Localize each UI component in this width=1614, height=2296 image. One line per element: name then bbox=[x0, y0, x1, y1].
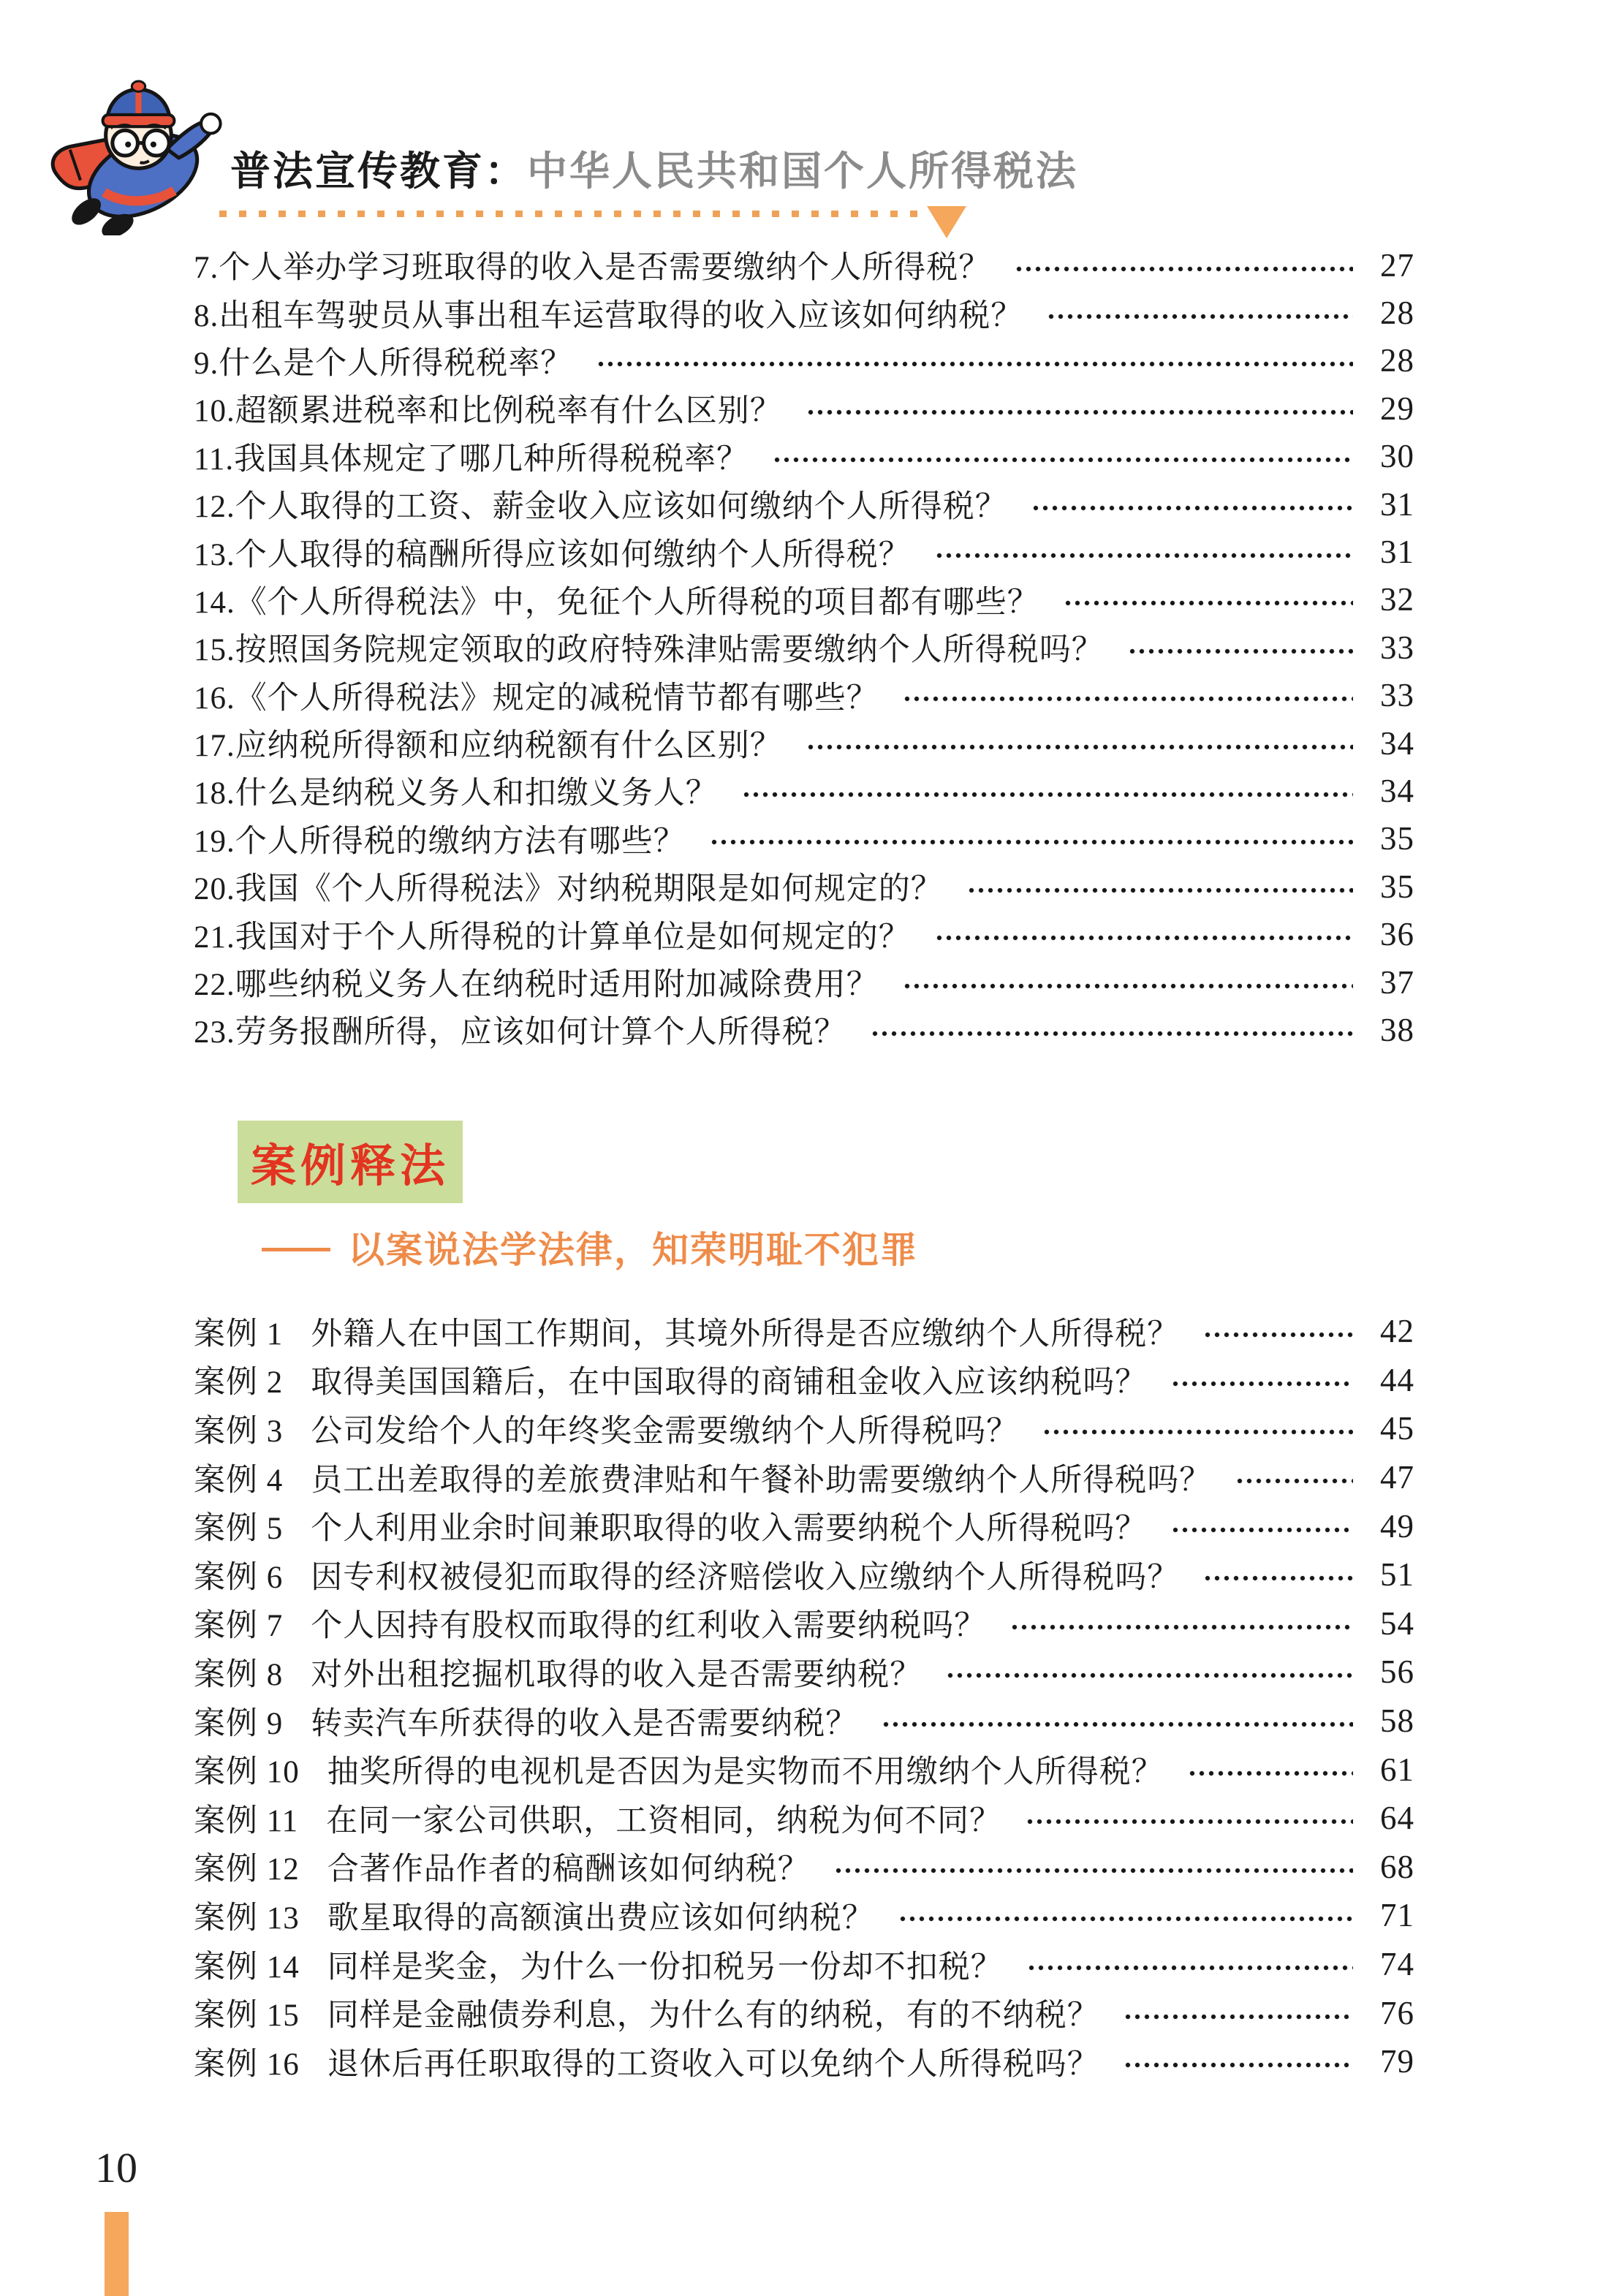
toc-entry-label: 12.个人取得的工资、薪金收入应该如何缴纳个人所得税？ bbox=[194, 490, 1007, 525]
dot-leader bbox=[1047, 313, 1353, 320]
flying-scholar-mascot-icon bbox=[47, 79, 231, 235]
case-entry-title: 员工出差取得的差旅费津贴和午餐补助需要缴纳个人所得税吗？ bbox=[311, 1463, 1212, 1498]
toc-entry-page: 37 bbox=[1380, 963, 1414, 1001]
toc-entry-label: 22.哪些纳税义务人在纳税时适用附加减除费用？ bbox=[194, 968, 879, 1003]
case-entry-title: 个人因持有股权而取得的红利收入需要纳税吗？ bbox=[311, 1609, 987, 1644]
page-header-title bbox=[230, 139, 1078, 197]
case-entry-title: 在同一家公司供职，工资相同，纳税为何不同？ bbox=[326, 1803, 1002, 1838]
toc-entry-page: 27 bbox=[1380, 246, 1414, 284]
dot-leader bbox=[947, 1672, 1353, 1679]
case-entry-number: 案例 1 bbox=[194, 1316, 284, 1352]
toc-entry-page: 35 bbox=[1380, 820, 1414, 857]
case-entry-title: 公司发给个人的年终奖金需要缴纳个人所得税吗？ bbox=[311, 1414, 1019, 1449]
dot-leader bbox=[773, 456, 1353, 463]
toc-entry-label: 11.我国具体规定了哪几种所得税税率？ bbox=[194, 442, 749, 477]
toc-entry-label: 21.我国对于个人所得税的计算单位是如何规定的？ bbox=[194, 920, 911, 955]
case-entry-page: 51 bbox=[1380, 1556, 1414, 1594]
dot-leader bbox=[1204, 1331, 1353, 1338]
dot-leader bbox=[1011, 1624, 1353, 1631]
case-entry-page: 47 bbox=[1380, 1459, 1414, 1496]
case-entry bbox=[194, 1697, 1414, 1746]
case-entry bbox=[194, 1501, 1414, 1550]
toc-entry bbox=[194, 384, 1414, 432]
toc-entry-label: 10.超额累进税率和比例税率有什么区别？ bbox=[194, 394, 782, 429]
case-entry-number: 案例 15 bbox=[194, 1998, 300, 2034]
toc-entry-label: 17.应纳税所得额和应纳税额有什么区别？ bbox=[194, 729, 782, 764]
toc-entry-label: 19.个人所得税的缴纳方法有哪些？ bbox=[194, 824, 686, 859]
dot-leader bbox=[1028, 1964, 1353, 1971]
case-entry-page: 76 bbox=[1380, 1994, 1414, 2031]
toc-entry-page: 35 bbox=[1380, 868, 1414, 905]
case-entry-title: 因专利权被侵犯而取得的经济赔偿收入应缴纳个人所得税吗？ bbox=[311, 1560, 1180, 1595]
dot-leader bbox=[1124, 2061, 1353, 2069]
case-entry bbox=[194, 1404, 1414, 1453]
case-entry-title: 转卖汽车所获得的收入是否需要纳税？ bbox=[311, 1706, 858, 1741]
toc-entry-page: 28 bbox=[1380, 342, 1414, 379]
case-entry-page: 74 bbox=[1380, 1946, 1414, 1983]
case-entry bbox=[194, 1745, 1414, 1794]
toc-entry bbox=[194, 958, 1414, 1006]
toc-entry-page: 33 bbox=[1380, 677, 1414, 714]
dot-leader bbox=[1015, 265, 1353, 273]
toc-entry bbox=[194, 672, 1414, 719]
case-entry-number: 案例 12 bbox=[194, 1852, 300, 1887]
toc-entry bbox=[194, 863, 1414, 910]
toc-entry-page: 31 bbox=[1380, 534, 1414, 571]
case-entry-page: 44 bbox=[1380, 1361, 1414, 1398]
case-entry bbox=[194, 1307, 1414, 1356]
header-title-black: 普法宣传教育 bbox=[230, 148, 485, 194]
toc-entry bbox=[194, 528, 1414, 575]
toc-entry-label: 14.《个人所得税法》中，免征个人所得税的项目都有哪些？ bbox=[194, 585, 1039, 620]
toc-entry-page: 28 bbox=[1380, 295, 1414, 332]
case-entry-number: 案例 14 bbox=[194, 1950, 300, 1985]
subtitle-text: 以案说法学法律，知荣明耻不犯罪 bbox=[348, 1230, 918, 1270]
toc-entry-page: 38 bbox=[1380, 1011, 1414, 1048]
toc-entry-label: 9.什么是个人所得税税率？ bbox=[194, 346, 573, 381]
toc-entry-label: 16.《个人所得税法》规定的减税情节都有哪些？ bbox=[194, 681, 879, 716]
toc-entry-page: 33 bbox=[1380, 629, 1414, 666]
case-entry-number: 案例 11 bbox=[194, 1803, 299, 1838]
dot-leader bbox=[835, 1867, 1353, 1874]
header-dotted-rule bbox=[219, 211, 927, 217]
case-entry bbox=[194, 1453, 1414, 1502]
case-entry-number: 案例 4 bbox=[194, 1463, 284, 1498]
dot-leader bbox=[903, 982, 1353, 990]
toc-entry-label: 7.个人举办学习班取得的收入是否需要缴纳个人所得税？ bbox=[194, 251, 991, 286]
header-title-colon: ： bbox=[485, 148, 528, 194]
dot-leader bbox=[1032, 504, 1353, 512]
toc-entry-page: 30 bbox=[1380, 438, 1414, 475]
toc-entry bbox=[194, 576, 1414, 624]
toc-list bbox=[194, 241, 1414, 1054]
case-entry-page: 49 bbox=[1380, 1507, 1414, 1545]
toc-entry-label: 8.出租车驾驶员从事出租车运营取得的收入应该如何纳税？ bbox=[194, 298, 1023, 333]
case-entry-title: 对外出租挖掘机取得的收入是否需要纳税？ bbox=[311, 1657, 922, 1692]
case-entry-number: 案例 2 bbox=[194, 1365, 284, 1401]
toc-entry bbox=[194, 241, 1414, 289]
case-entry-number: 案例 9 bbox=[194, 1706, 284, 1741]
toc-entry bbox=[194, 624, 1414, 671]
section-title-box bbox=[238, 1121, 463, 1203]
subtitle-dash: —— bbox=[262, 1227, 326, 1268]
dot-leader bbox=[903, 695, 1353, 702]
case-entry-title: 取得美国国籍后，在中国取得的商铺租金收入应该纳税吗？ bbox=[311, 1365, 1148, 1401]
dot-leader bbox=[882, 1721, 1353, 1728]
case-entry bbox=[194, 1940, 1414, 1989]
footer-accent-bar bbox=[105, 2212, 129, 2296]
case-entry-title: 抽奖所得的电视机是否因为是实物而不用缴纳个人所得税？ bbox=[327, 1755, 1164, 1790]
case-entry bbox=[194, 1599, 1414, 1648]
dot-leader bbox=[1172, 1380, 1353, 1387]
dot-leader bbox=[936, 934, 1353, 941]
toc-entry bbox=[194, 910, 1414, 958]
case-entry-number: 案例 5 bbox=[194, 1512, 284, 1547]
toc-entry-page: 34 bbox=[1380, 772, 1414, 809]
dot-leader bbox=[968, 887, 1353, 894]
case-entry-number: 案例 8 bbox=[194, 1657, 284, 1692]
dot-leader bbox=[1026, 1818, 1353, 1825]
dot-leader bbox=[899, 1915, 1353, 1922]
section-subtitle bbox=[262, 1221, 918, 1273]
toc-entry-label: 18.什么是纳税义务人和扣缴义务人？ bbox=[194, 776, 718, 811]
triangle-down-icon bbox=[927, 206, 966, 238]
case-entry bbox=[194, 1356, 1414, 1405]
toc-entry bbox=[194, 480, 1414, 528]
dot-leader bbox=[711, 838, 1353, 846]
toc-entry-label: 20.我国《个人所得税法》对纳税期限是如何规定的？ bbox=[194, 872, 943, 907]
case-entry bbox=[194, 1843, 1414, 1892]
toc-entry bbox=[194, 767, 1414, 814]
toc-entry-page: 29 bbox=[1380, 390, 1414, 427]
case-entry-page: 61 bbox=[1380, 1751, 1414, 1788]
page-number: 10 bbox=[95, 2144, 137, 2191]
toc-entry bbox=[194, 289, 1414, 336]
case-entry-page: 54 bbox=[1380, 1604, 1414, 1642]
case-entry-number: 案例 6 bbox=[194, 1560, 284, 1595]
dot-leader bbox=[1064, 599, 1353, 607]
case-entry-page: 79 bbox=[1380, 2043, 1414, 2080]
case-entry-number: 案例 13 bbox=[194, 1901, 300, 1936]
dot-leader bbox=[936, 552, 1353, 559]
case-entry bbox=[194, 1988, 1414, 2037]
toc-entry-label: 15.按照国务院规定领取的政府特殊津贴需要缴纳个人所得税吗？ bbox=[194, 633, 1104, 668]
case-entry-page: 56 bbox=[1380, 1653, 1414, 1691]
case-entry bbox=[194, 2037, 1414, 2086]
case-entry-page: 71 bbox=[1380, 1897, 1414, 1934]
case-entry-title: 外籍人在中国工作期间，其境外所得是否应缴纳个人所得税？ bbox=[311, 1316, 1180, 1352]
case-entry-number: 案例 10 bbox=[194, 1755, 300, 1790]
case-entry-title: 同样是奖金，为什么一份扣税另一份却不扣税？ bbox=[327, 1950, 1003, 1985]
case-entry-page: 45 bbox=[1380, 1410, 1414, 1447]
dot-leader bbox=[1236, 1477, 1353, 1485]
case-list bbox=[194, 1307, 1414, 2086]
case-entry bbox=[194, 1891, 1414, 1940]
case-entry-title: 同样是金融债券利息，为什么有的纳税，有的不纳税？ bbox=[327, 1998, 1099, 2034]
section-title: 案例释法 bbox=[250, 1141, 450, 1191]
dot-leader bbox=[1043, 1428, 1353, 1436]
case-entry-page: 58 bbox=[1380, 1702, 1414, 1740]
case-entry-number: 案例 16 bbox=[194, 2047, 300, 2082]
case-entry-page: 42 bbox=[1380, 1313, 1414, 1350]
toc-entry bbox=[194, 1006, 1414, 1053]
case-entry-page: 64 bbox=[1380, 1800, 1414, 1837]
toc-entry-page: 34 bbox=[1380, 724, 1414, 762]
dot-leader bbox=[1129, 648, 1353, 655]
case-entry-number: 案例 7 bbox=[194, 1609, 284, 1644]
case-entry-title: 歌星取得的高额演出费应该如何纳税？ bbox=[327, 1901, 874, 1936]
dot-leader bbox=[1204, 1575, 1353, 1582]
dot-leader bbox=[597, 360, 1353, 368]
case-entry bbox=[194, 1648, 1414, 1697]
case-entry-page: 68 bbox=[1380, 1848, 1414, 1885]
toc-entry bbox=[194, 337, 1414, 384]
dot-leader bbox=[1172, 1526, 1353, 1534]
header-title-gray: 中华人民共和国个人所得税法 bbox=[527, 148, 1079, 194]
case-entry-title: 合著作品作者的稿酬该如何纳税？ bbox=[327, 1852, 810, 1887]
toc-entry bbox=[194, 433, 1414, 480]
toc-entry bbox=[194, 815, 1414, 863]
dot-leader bbox=[871, 1030, 1353, 1037]
dot-leader bbox=[807, 409, 1353, 416]
toc-entry bbox=[194, 719, 1414, 767]
case-entry-number: 案例 3 bbox=[194, 1414, 284, 1449]
case-entry bbox=[194, 1794, 1414, 1843]
dot-leader bbox=[1124, 2013, 1353, 2020]
dot-leader bbox=[743, 791, 1353, 798]
case-entry-title: 个人利用业余时间兼职取得的收入需要纳税个人所得税吗？ bbox=[311, 1512, 1148, 1547]
toc-entry-label: 13.个人取得的稿酬所得应该如何缴纳个人所得税？ bbox=[194, 537, 911, 572]
case-entry-title: 退休后再任职取得的工资收入可以免纳个人所得税吗？ bbox=[327, 2047, 1099, 2082]
case-entry bbox=[194, 1550, 1414, 1599]
dot-leader bbox=[1189, 1770, 1353, 1777]
toc-entry-page: 31 bbox=[1380, 485, 1414, 523]
toc-entry-label: 23.劳务报酬所得，应该如何计算个人所得税？ bbox=[194, 1015, 846, 1050]
toc-entry-page: 32 bbox=[1380, 581, 1414, 618]
toc-entry-page: 36 bbox=[1380, 916, 1414, 953]
dot-leader bbox=[807, 743, 1353, 751]
